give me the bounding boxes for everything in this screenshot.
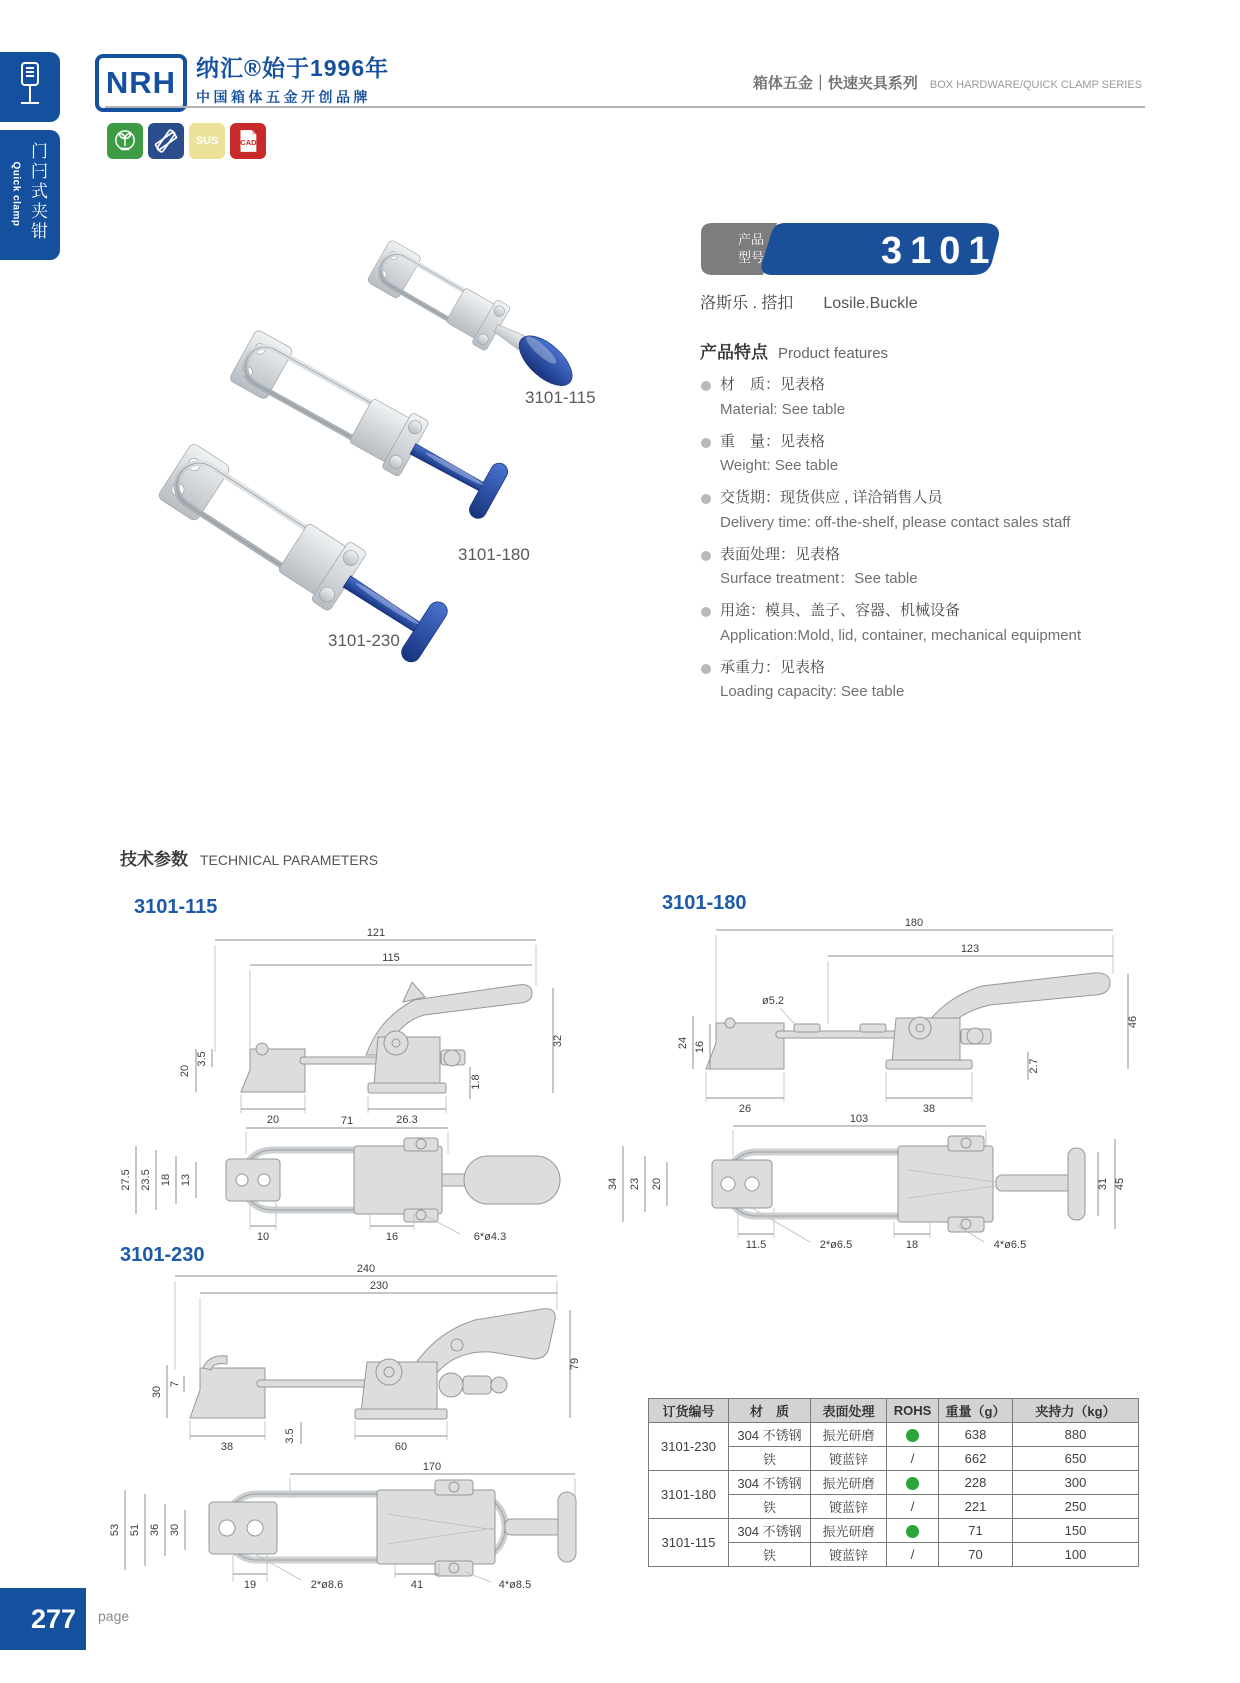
weight-cell: 638 [939,1423,1013,1447]
svg-text:34: 34 [607,1177,619,1191]
col-surface: 表面处理 [811,1399,887,1423]
svg-text:121: 121 [366,927,386,939]
features-heading-cn: 产品特点 [700,343,768,362]
svg-text:18: 18 [905,1239,919,1251]
bullet-icon [701,381,711,391]
photo-label-3101-230: 3101-230 [328,631,400,650]
svg-text:20: 20 [651,1177,663,1191]
cad-badge-text: CAD [240,138,257,148]
page-number-box [0,1588,86,1650]
certification-badges [107,123,266,159]
technical-drawing-3101-115 [108,922,578,1247]
product-photo-3101-180 [227,327,511,523]
bullet-icon [701,494,711,504]
svg-text:180: 180 [904,917,924,929]
feature-en: Surface treatment：See table [720,570,918,588]
svg-text:7: 7 [169,1380,181,1388]
svg-text:31: 31 [1097,1177,1109,1191]
svg-text:4*ø8.5: 4*ø8.5 [498,1579,532,1591]
sus-badge-text: SUS [195,135,219,147]
rohs-cell: / [887,1495,939,1519]
feature-item [720,433,1140,477]
feature-en: Delivery time: off-the-shelf, please contact sales staff [720,513,1071,531]
features-heading [700,338,888,363]
svg-text:23: 23 [629,1177,641,1191]
bullet-icon [701,551,711,561]
nrh-logo [95,54,187,112]
material-cell: 304 不锈钢 [729,1519,811,1543]
svg-text:2*ø6.5: 2*ø6.5 [819,1239,853,1251]
surface-cell: 镀蓝锌 [811,1543,887,1567]
svg-text:1.8: 1.8 [470,1074,482,1090]
product-name-en: Losile.Buckle [823,295,918,312]
svg-text:16: 16 [385,1231,399,1243]
svg-text:51: 51 [129,1523,141,1537]
svg-text:13: 13 [180,1173,192,1187]
photo-label-3101-180: 3101-180 [458,545,530,564]
rohs-pass-dot [906,1477,919,1490]
brand-line1: 纳汇®始于1996年 [196,55,390,81]
quick-clamp-icon [10,59,50,115]
feature-cn: 承重力：见表格 [720,658,826,676]
tech-heading-cn: 技术参数 [120,850,188,869]
svg-text:18: 18 [160,1173,172,1187]
rohs-cell: / [887,1543,939,1567]
svg-text:38: 38 [922,1103,936,1115]
rohs-cell: / [887,1447,939,1471]
svg-text:36: 36 [149,1523,161,1537]
model-banner [693,220,1013,278]
svg-text:45: 45 [1114,1177,1126,1191]
rohs-cell [887,1423,939,1447]
svg-text:38: 38 [220,1441,234,1453]
feature-en: Application:Mold, lid, container, mechanical equipment [720,626,1082,644]
svg-text:115: 115 [382,952,400,964]
svg-text:23.5: 23.5 [140,1169,152,1191]
svg-text:46: 46 [1127,1015,1139,1029]
drawing-title-3101-180: 3101-180 [662,892,747,914]
svg-text:41: 41 [410,1579,424,1591]
svg-text:3.5: 3.5 [284,1428,296,1444]
product-photos [90,195,620,665]
model-cell: 3101-180 [649,1471,729,1519]
feature-cn: 材 质：见表格 [720,376,826,393]
material-cell: 304 不锈钢 [729,1471,811,1495]
badge-line2: 型号 [738,250,765,265]
product-name [700,290,918,313]
cad-file-icon [230,123,266,159]
svg-text:71: 71 [340,1115,354,1127]
surface-cell: 振光研磨 [811,1471,887,1495]
svg-text:53: 53 [109,1523,121,1537]
svg-text:103: 103 [849,1113,869,1125]
feature-item [720,489,1140,533]
category-label-en: Quick clamp [10,161,22,227]
technical-drawing-3101-180 [598,912,1143,1262]
bullet-icon [701,438,711,448]
feature-cn: 用途：模具、盖子、容器、机械设备 [720,602,961,619]
page-word: page [98,1608,130,1624]
svg-text:123: 123 [960,943,980,955]
svg-text:6*ø4.3: 6*ø4.3 [473,1231,507,1243]
svg-text:20: 20 [266,1114,280,1126]
surface-cell: 镀蓝锌 [811,1495,887,1519]
product-features-list [720,376,1140,715]
weight-cell: 221 [939,1495,1013,1519]
force-cell: 150 [1013,1519,1139,1543]
material-cell: 铁 [729,1543,811,1567]
svg-text:30: 30 [151,1385,163,1399]
weight-cell: 662 [939,1447,1013,1471]
force-cell: 100 [1013,1543,1139,1567]
feature-en: Material: See table [720,400,846,418]
svg-text:19: 19 [243,1579,257,1591]
force-cell: 250 [1013,1495,1139,1519]
surface-cell: 振光研磨 [811,1423,887,1447]
force-cell: 300 [1013,1471,1139,1495]
svg-text:ø5.2: ø5.2 [761,995,785,1007]
drawing-title-3101-230: 3101-230 [120,1244,205,1266]
svg-text:24: 24 [677,1036,689,1050]
category-label-cn: 门闩式夹钳 [28,142,47,242]
product-name-cn: 洛斯乐 . 搭扣 [700,295,794,312]
svg-text:79: 79 [569,1357,581,1371]
svg-text:2*ø8.6: 2*ø8.6 [310,1579,344,1591]
tech-heading-en: TECHNICAL PARAMETERS [200,852,379,868]
badge-line1: 产品 [738,232,765,247]
rohs-pass-dot [906,1429,919,1442]
model-number: 3101 [881,230,998,272]
weight-cell: 71 [939,1519,1013,1543]
header-divider [105,106,1145,108]
model-cell: 3101-230 [649,1423,729,1471]
weight-cell: 228 [939,1471,1013,1495]
col-material: 材 质 [729,1399,811,1423]
brand-line2: 中国箱体五金开创品牌 [196,89,371,105]
rohs-pass-dot [906,1525,919,1538]
eco-rohs-icon [107,123,143,159]
material-cell: 304 不锈钢 [729,1423,811,1447]
feature-cn: 重 量：见表格 [720,432,826,450]
svg-text:240: 240 [356,1263,376,1275]
surface-cell: 振光研磨 [811,1519,887,1543]
feature-item [720,659,1140,703]
svg-text:60: 60 [394,1441,408,1453]
feature-item [720,602,1140,646]
tech-params-heading [120,845,378,870]
table-row [649,1423,1139,1447]
svg-text:3.5: 3.5 [196,1051,208,1067]
technical-drawing-3101-230 [105,1252,595,1597]
col-weight: 重量（g） [939,1399,1013,1423]
weight-cell: 70 [939,1543,1013,1567]
nrh-logo-text: NRH [105,65,177,100]
feature-cn: 表面处理：见表格 [720,545,841,563]
svg-text:170: 170 [422,1461,442,1473]
table-row [649,1471,1139,1495]
svg-text:2.7: 2.7 [1028,1058,1040,1074]
bullet-icon [701,607,711,617]
series-title [753,72,1142,93]
photo-label-3101-115: 3101-115 [525,388,596,407]
svg-text:30: 30 [169,1523,181,1537]
force-cell: 650 [1013,1447,1139,1471]
sidebar-category-tab [0,130,60,260]
model-cell: 3101-115 [649,1519,729,1567]
sus-badge [189,123,225,159]
svg-text:4*ø6.5: 4*ø6.5 [993,1239,1027,1251]
svg-text:27.5: 27.5 [120,1169,132,1191]
material-cell: 铁 [729,1495,811,1519]
series-title-en: BOX HARDWARE/QUICK CLAMP SERIES [929,79,1142,91]
spec-table [648,1398,1139,1567]
feature-cn: 交货期：现货供应 , 详洽销售人员 [720,489,943,506]
sidebar-category-icon-tab [0,52,60,122]
svg-text:11.5: 11.5 [745,1239,767,1251]
svg-text:230: 230 [369,1280,389,1292]
feature-en: Weight: See table [720,457,839,475]
spec-table-header-row [649,1399,1139,1423]
svg-text:26: 26 [738,1103,752,1115]
table-row [649,1519,1139,1543]
series-title-cn: 箱体五金｜快速夹具系列 [752,75,918,92]
feature-item [720,376,1140,420]
design-tools-icon [148,123,184,159]
page-number: 277 [30,1603,76,1634]
col-force: 夹持力（kg） [1013,1399,1139,1423]
feature-item [720,546,1140,590]
col-order-number: 订货编号 [649,1399,729,1423]
drawing-title-3101-115: 3101-115 [134,896,218,918]
product-photo-3101-115 [366,238,591,398]
product-photo-3101-230 [155,440,451,667]
brand-slogan [196,50,389,107]
svg-text:16: 16 [694,1040,706,1054]
svg-text:32: 32 [552,1034,564,1048]
force-cell: 880 [1013,1423,1139,1447]
col-rohs: ROHS [887,1399,939,1423]
surface-cell: 镀蓝锌 [811,1447,887,1471]
features-heading-en: Product features [778,345,889,362]
material-cell: 铁 [729,1447,811,1471]
svg-text:26.3: 26.3 [396,1114,418,1126]
svg-text:20: 20 [179,1064,191,1078]
bullet-icon [701,664,711,674]
feature-en: Loading capacity: See table [720,683,905,701]
rohs-cell [887,1519,939,1543]
svg-text:10: 10 [256,1231,270,1243]
rohs-cell [887,1471,939,1495]
